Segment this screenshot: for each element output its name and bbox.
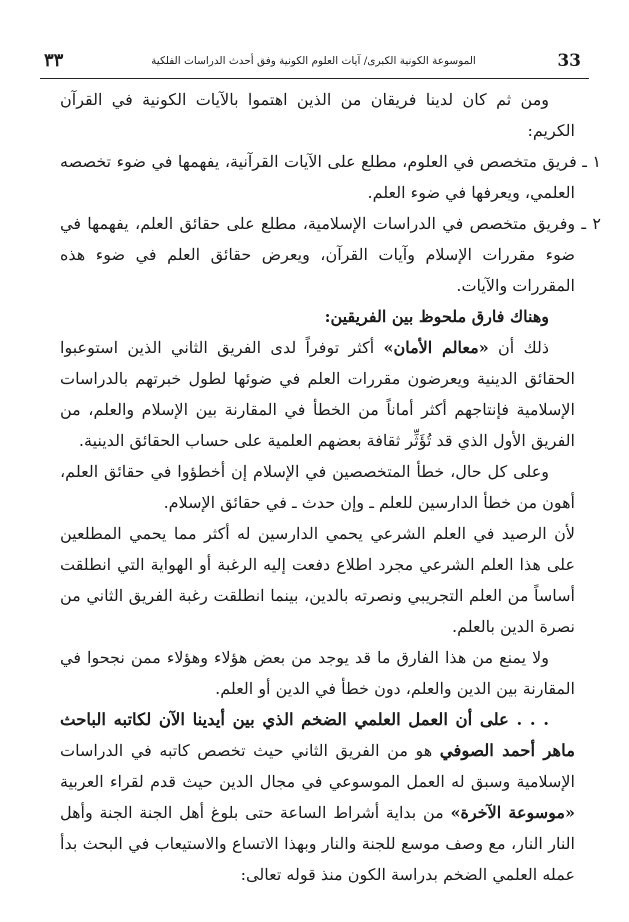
list-item-1: ١ ـ فريق متخصص في العلوم، مطلع على الآيات القرآنية، يفهمها في ضوء تخصصه العلمي، ويعرفها في ضوء العلم. [60, 152, 601, 202]
paragraph-safety-start: ذلك أن [488, 338, 549, 357]
running-title: الموسوعة الكونية الكبرى/ آيات العلوم الكونية وفق أحدث الدراسات الفلكية [151, 55, 476, 67]
safety-term: «معالم الأمان» [383, 338, 489, 357]
paragraph-exceptions: ولا يمنع من هذا الفارق ما قد يوجد من بعض هؤلاء وهؤلاء ممن نجحوا في المقارنة بين الدين والعلم، دون خطأ في الدين أو العلم. [60, 648, 575, 698]
author-description-end: من بداية أشراط الساعة حتى بلوغ أهل الجنة الجنة وأهل النار النار، مع وصف موسع للجنة والنار وبهذا الاتساع والاستيعاب في البحث بدأ عمله العلمي الضخم بدراسة الكون منذ قوله تعالى: [60, 803, 575, 884]
encyclopedia-title: «موسوعة الآخرة» [450, 803, 575, 822]
paragraph-author [60, 704, 575, 890]
section-subheading: وهناك فارق ملحوظ بين الفريقين: [324, 307, 549, 326]
intro-paragraph: ومن ثم كان لدينا فريقان من الذين اهتموا بالآيات الكونية في القرآن الكريم: [60, 90, 575, 140]
header-rule [40, 78, 589, 79]
author-intro-bold: . . . على أن العمل العلمي الضخم الذي بين أيدينا الآن لكاتبه الباحث ماهر أحمد الصوفي [60, 710, 575, 760]
paragraph-errors: وعلى كل حال، خطأ المتخصصين في الإسلام إن أخطؤوا في حقائق العلم، أهون من خطأ الدارسين للعلم ـ وإن حدث ـ في حقائق الإسلام. [60, 462, 575, 512]
page-number-arabic: ٣٣ [44, 50, 64, 71]
author-description: هو من الفريق الثاني حيث تخصص كاتبه في الدراسات الإسلامية وسبق له العمل الموسوعي في مجال الدين حيث قدم لقراء العربية [60, 741, 575, 791]
page-number-latin: 33 [557, 51, 581, 71]
list-item-2: ٢ ـ وفريق متخصص في الدراسات الإسلامية، مطلع على حقائق العلم، يفهمها في ضوء مقررات الإسلام وآيات القرآن، ويعرض حقائق العلم في ضوء هذه المقررات والآيات. [60, 214, 601, 295]
paragraph-reason: لأن الرصيد في العلم الشرعي يحمي الدارسين له أكثر مما يحمي المطلعين على هذا العلم الشرعي مجرد اطلاع دفعت إليه الرغبة أو الهواية التي انطلقت أساساً من العلم التجريبي ونصرته بالدين، بينما انطلقت رغبة الفريق الثاني من نصرة الدين بالعلم. [60, 524, 575, 636]
running-header [44, 50, 585, 72]
page-body [60, 84, 601, 890]
paragraph-safety-rest: أكثر توفراً لدى الفريق الثاني الذين استوعبوا الحقائق الدينية ويعرضون مقررات العلم في ضوئها لطول خبرتهم بالدراسات الإسلامية فإنتاجهم أكثر أماناً من الخطأ في المقارنة بين الإسلام والعلم، من الفريق الأول الذي قد تُؤَثِّر ثقافة بعضهم العلمية على حساب الحقائق الدينية. [60, 338, 575, 450]
paragraph-safety [60, 332, 575, 456]
